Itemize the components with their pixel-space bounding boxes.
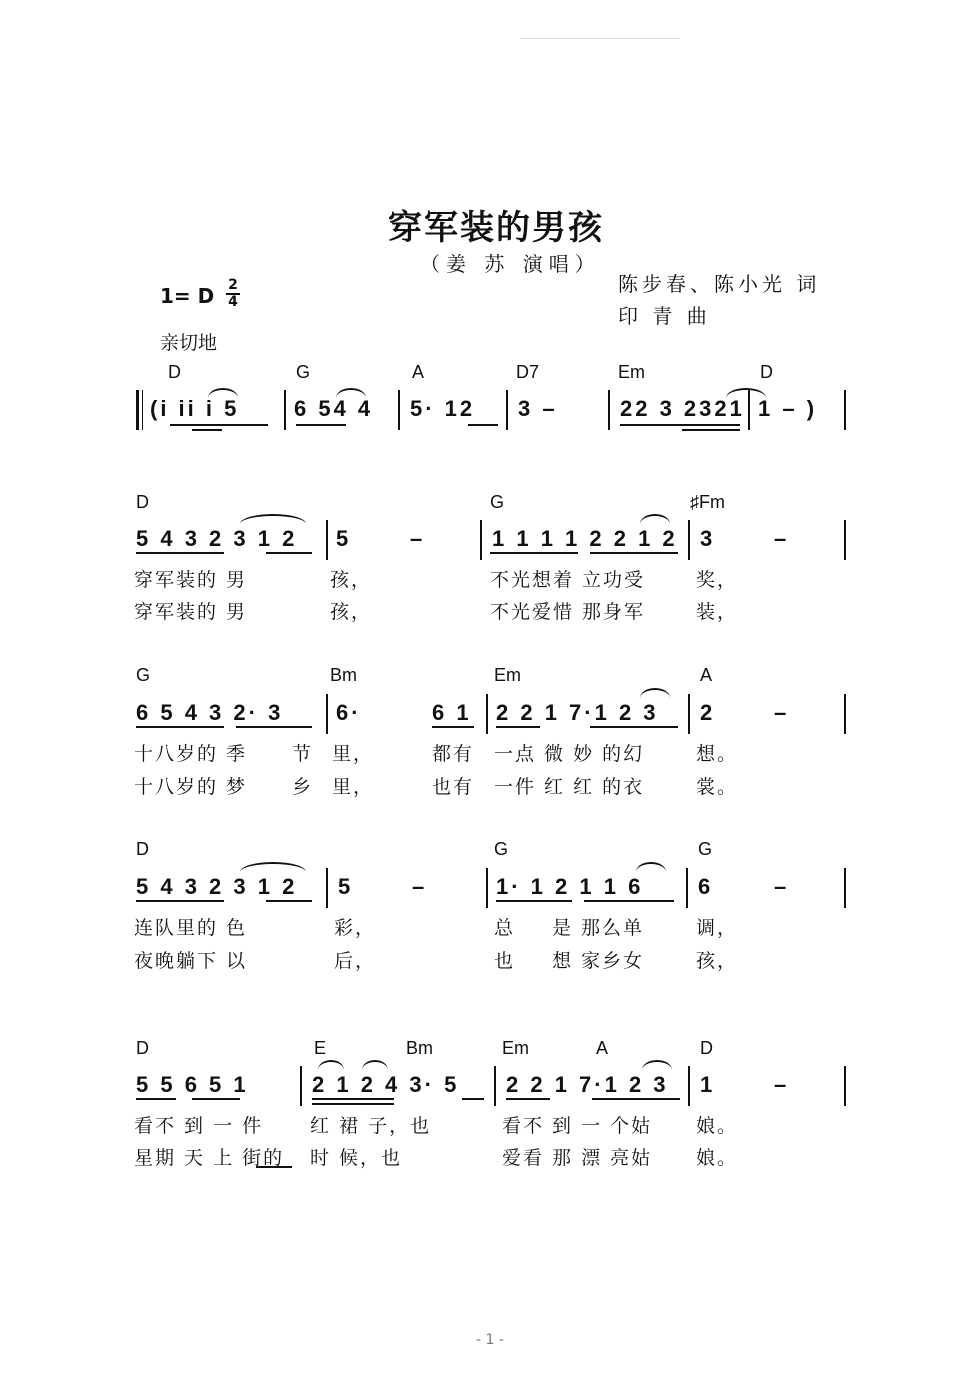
chord: D <box>760 362 773 382</box>
measure-notes: 5 5 6 5 1 <box>136 1072 249 1097</box>
lyric: 不光想着 立功受 <box>490 569 646 591</box>
measure-notes: – <box>410 526 423 551</box>
lyric: 也有 <box>432 776 475 798</box>
underline <box>620 424 740 426</box>
underline <box>490 552 578 554</box>
meter-denominator: 4 <box>228 294 238 310</box>
slur <box>640 514 670 524</box>
barline <box>506 390 508 430</box>
lyric: 看不 到 一 件 <box>134 1115 264 1137</box>
tempo-marking: 亲切地 <box>160 332 218 354</box>
barline <box>688 520 690 560</box>
measure-notes: 1· 1 2 1 1 6 <box>496 874 644 899</box>
barline <box>494 1066 496 1106</box>
measure-notes: 22 3 2321 <box>620 396 745 421</box>
measure-notes: 5 4 3 2 3 1 2 <box>136 526 298 551</box>
underline <box>468 424 498 426</box>
underline <box>496 726 540 728</box>
underline <box>682 429 740 431</box>
lyric: 都有 <box>432 743 475 765</box>
lyric: 想。 <box>696 743 739 765</box>
lyric: 一点 微 妙 的幻 <box>494 743 645 765</box>
measure-notes: 2 2 1 7·1 2 3 <box>496 700 659 725</box>
time-signature <box>226 278 240 310</box>
lyric: 娘。 <box>696 1115 739 1137</box>
lyric: 里， <box>332 776 375 798</box>
underline <box>462 1098 484 1100</box>
chord: G <box>296 362 311 382</box>
chord: G <box>494 839 509 859</box>
underline <box>192 1098 240 1100</box>
lyric: 装， <box>696 601 739 623</box>
barline <box>688 694 690 734</box>
key-signature: 1= D <box>160 284 215 308</box>
chord: D <box>168 362 181 382</box>
lyric: 红 裙 子，也 <box>310 1115 432 1137</box>
barline <box>844 694 846 734</box>
chord: Em <box>502 1038 529 1058</box>
measure-notes: 5 <box>338 874 354 899</box>
underline <box>312 1098 394 1100</box>
song-title: 穿军装的男孩 <box>388 208 604 248</box>
underline <box>266 552 312 554</box>
slur <box>640 688 670 698</box>
barline <box>326 520 328 560</box>
lyric: 节 <box>292 743 314 765</box>
lyric: 调， <box>696 917 739 939</box>
barline <box>486 868 488 908</box>
chord: A <box>412 362 425 382</box>
lyric: 孩， <box>696 950 739 972</box>
lyric: 十八岁的 梦 <box>134 776 248 798</box>
underline <box>192 429 222 431</box>
lyric: 一件 红 红 的衣 <box>494 776 645 798</box>
lyric: 也 <box>494 950 516 972</box>
lyric: 爱看 那 漂 亮姑 <box>502 1147 653 1169</box>
lyric: 穿军装的 男 <box>134 601 248 623</box>
measure-notes: 3 <box>700 526 716 551</box>
chord: Bm <box>330 665 357 685</box>
lyric: 星期 天 上 街的 <box>134 1147 285 1169</box>
chord: Em <box>618 362 645 382</box>
measure-notes: 5 4 3 2 3 1 2 <box>136 874 298 899</box>
underline <box>590 726 678 728</box>
slur <box>240 862 306 872</box>
barline <box>686 868 688 908</box>
barline <box>844 520 846 560</box>
barline <box>844 868 846 908</box>
lyric: 娘。 <box>696 1147 739 1169</box>
lyric: 孩， <box>330 569 373 591</box>
lyric: 夜晚躺下 以 <box>134 950 248 972</box>
measure-notes: – <box>774 526 787 551</box>
singer-credit: （姜 苏 演唱） <box>420 252 601 276</box>
underline <box>496 900 572 902</box>
chord: D <box>700 1038 713 1058</box>
chord: E <box>314 1038 327 1058</box>
scan-mark <box>520 38 680 39</box>
lyric: 奖， <box>696 569 739 591</box>
measure-notes: 5 <box>336 526 352 551</box>
measure-notes: – <box>412 874 425 899</box>
slur <box>208 388 238 398</box>
chord: G <box>490 492 505 512</box>
measure-notes: 6 1 <box>432 700 472 725</box>
chord: G <box>136 665 151 685</box>
underline <box>312 1103 394 1105</box>
underline <box>266 900 312 902</box>
slur <box>636 862 666 872</box>
lyric: 时 候，也 <box>310 1147 403 1169</box>
chord: D <box>136 839 149 859</box>
barline <box>300 1066 302 1106</box>
measure-notes: 6 <box>698 874 714 899</box>
chord: G <box>698 839 713 859</box>
lyric: 十八岁的 季 <box>134 743 248 765</box>
measure-notes: (i ii i 5 <box>150 396 240 421</box>
lyric: 彩， <box>334 917 377 939</box>
measure-notes: 1 <box>700 1072 716 1097</box>
slur <box>642 1060 672 1070</box>
lyric: 不光爱惜 那身军 <box>490 601 646 623</box>
barline <box>284 390 286 430</box>
measure-notes: 6 5 4 3 2· 3 <box>136 700 284 725</box>
measure-notes: – <box>774 1072 787 1097</box>
meter-numerator: 2 <box>228 277 238 293</box>
measure-notes: 2 1 2 4 3· 5 <box>312 1072 460 1097</box>
barline <box>844 1066 846 1106</box>
underline <box>136 1098 176 1100</box>
underline <box>296 424 346 426</box>
lyric: 裳。 <box>696 776 739 798</box>
lyric: 看不 到 一 个姑 <box>502 1115 653 1137</box>
measure-notes: 6· <box>336 700 362 725</box>
underline <box>584 900 674 902</box>
measure-notes: 6 54 4 <box>294 396 374 421</box>
slur <box>240 514 306 524</box>
underline <box>590 552 678 554</box>
chord: A <box>700 665 713 685</box>
barline <box>326 868 328 908</box>
chord: Em <box>494 665 521 685</box>
underline <box>506 1098 550 1100</box>
barline <box>480 520 482 560</box>
lyric: 连队里的 色 <box>134 917 248 939</box>
repeat-barline-thin <box>142 390 143 430</box>
barline <box>688 1066 690 1106</box>
chord: D <box>136 1038 149 1058</box>
barline <box>326 694 328 734</box>
measure-notes: 5· 12 <box>410 396 476 421</box>
lyric: 想 家乡女 <box>552 950 645 972</box>
repeat-barline <box>136 390 139 430</box>
underline <box>432 726 474 728</box>
underline <box>236 726 312 728</box>
measure-notes: 3 – <box>518 396 558 421</box>
lyric: 后， <box>334 950 377 972</box>
lyric: 是 那么单 <box>552 917 645 939</box>
chord: ♯Fm <box>690 492 725 512</box>
measure-notes: 1 – ) <box>758 396 818 421</box>
barline <box>608 390 610 430</box>
barline <box>486 694 488 734</box>
lyricist-credit: 陈步春、陈小光 词 <box>618 272 821 296</box>
slur <box>726 388 766 398</box>
barline <box>398 390 400 430</box>
underline <box>136 552 224 554</box>
underline <box>136 900 224 902</box>
underline <box>136 726 224 728</box>
lyric: 穿军装的 男 <box>134 569 248 591</box>
chord: D7 <box>516 362 540 382</box>
slur <box>318 1060 344 1070</box>
measure-notes: 2 2 1 7·1 2 3 <box>506 1072 669 1097</box>
slur <box>336 388 366 398</box>
barline <box>844 390 846 430</box>
underline <box>170 424 268 426</box>
slur <box>362 1060 388 1070</box>
lyric: 孩， <box>330 601 373 623</box>
measure-notes: – <box>774 700 787 725</box>
composer-credit: 印 青 曲 <box>618 304 711 328</box>
chord: Bm <box>406 1038 433 1058</box>
chord: A <box>596 1038 609 1058</box>
page-number: - 1 - <box>476 1332 504 1348</box>
measure-notes: 2 <box>700 700 716 725</box>
lyric: 里， <box>332 743 375 765</box>
lyric: 总 <box>494 917 516 939</box>
underline <box>592 1098 680 1100</box>
measure-notes: 1 1 1 1 2 2 1 2 <box>492 526 678 551</box>
measure-notes: – <box>774 874 787 899</box>
chord: D <box>136 492 149 512</box>
lyric: 乡 <box>292 776 314 798</box>
